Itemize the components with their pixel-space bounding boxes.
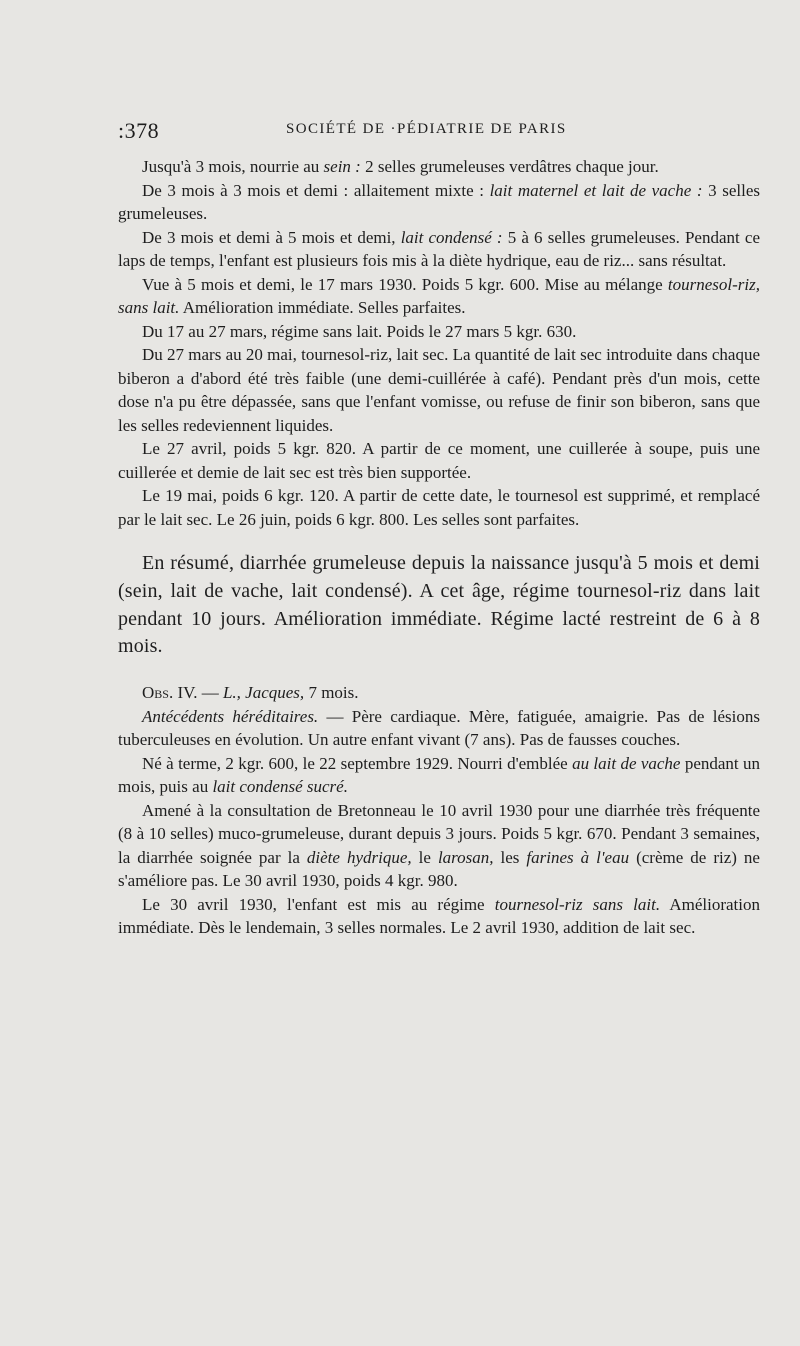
paragraph: Né à terme, 2 kgr. 600, le 22 septembre 1929. Nourri d'emblée au lait de vache pendant un mois, puis au lait condensé sucré. xyxy=(118,753,760,797)
paragraph: De 3 mois à 3 mois et demi : allaitement mixte : lait maternel et lait de vache : 3 selles grumeleuses. xyxy=(118,180,760,223)
page-header xyxy=(118,118,758,142)
page-number: :378 xyxy=(118,118,160,143)
paragraph: Vue à 5 mois et demi, le 17 mars 1930. Poids 5 kgr. 600. Mise au mélange tournesol-riz, sans lait. Amélioration immédiate. Selles parfaites. xyxy=(118,274,760,317)
paragraph: Antécédents héréditaires. — Père cardiaque. Mère, fatiguée, amaigrie. Pas de lésions tuberculeuses en évolution. Un autre enfant vivant (7 ans). Pas de fausses couches. xyxy=(118,706,760,750)
paragraph: Du 27 mars au 20 mai, tournesol-riz, lait sec. La quantité de lait sec introduite dans chaque biberon a d'abord été très faible (une demi-cuillérée à café). Pendant près d'un mois, cette dose n'a pu être dépassée, sans que l'enfant vomisse, ou refuse de finir son biberon, sans que les selles redeviennent liquides. xyxy=(118,345,760,435)
paragraph: De 3 mois et demi à 5 mois et demi, lait condensé : 5 à 6 selles grumeleuses. Pendant ce laps de temps, l'enfant est plusieurs fois mis à la diète hydrique, eau de riz... sans résultat. xyxy=(118,227,760,270)
paragraph: Le 30 avril 1930, l'enfant est mis au régime tournesol-riz sans lait. Amélioration immédiate. Dès le lendemain, 3 selles normales. Le 2 avril 1930, addition de lait sec. xyxy=(118,894,760,938)
summary-paragraph: En résumé, diarrhée grumeleuse depuis la naissance jusqu'à 5 mois et demi (sein, lait de vache, lait condensé). A cet âge, régime tournesol-riz dans lait pendant 10 jours. Amélioration immédiate. Régime lacté restreint de 6 à 8 mois. xyxy=(118,552,760,658)
body-text xyxy=(118,155,760,940)
observation-heading: Obs. IV. — L., Jacques, 7 mois. xyxy=(142,683,359,703)
paragraph: Le 19 mai, poids 6 kgr. 120. A partir de cette date, le tournesol est supprimé, et remplacé par le lait sec. Le 26 juin, poids 6 kgr. 800. Les selles sont parfaites. xyxy=(118,486,760,529)
paragraph: Du 17 au 27 mars, régime sans lait. Poids le 27 mars 5 kgr. 630. xyxy=(142,321,577,341)
running-title: SOCIÉTÉ DE ·PÉDIATRIE DE PARIS xyxy=(286,121,567,137)
paragraph: Amené à la consultation de Bretonneau le 10 avril 1930 pour une diarrhée très fréquente (8 à 10 selles) muco-grumeleuse, durant depuis 3 jours. Poids 5 kgr. 670. Pendant 3 semaines, la diarrhée soignée par la diète hydrique, le larosan, les farines à l'eau (crème de riz) ne s'améliore pas. Le 30 avril 1930, poids 4 kgr. 980. xyxy=(118,800,760,891)
paragraph: Le 27 avril, poids 5 kgr. 820. A partir de ce moment, une cuillerée à soupe, puis une cuillerée et demie de lait sec est très bien supportée. xyxy=(118,439,760,482)
paragraph: Jusqu'à 3 mois, nourrie au sein : 2 selles grumeleuses verdâtres chaque jour. xyxy=(142,157,659,176)
